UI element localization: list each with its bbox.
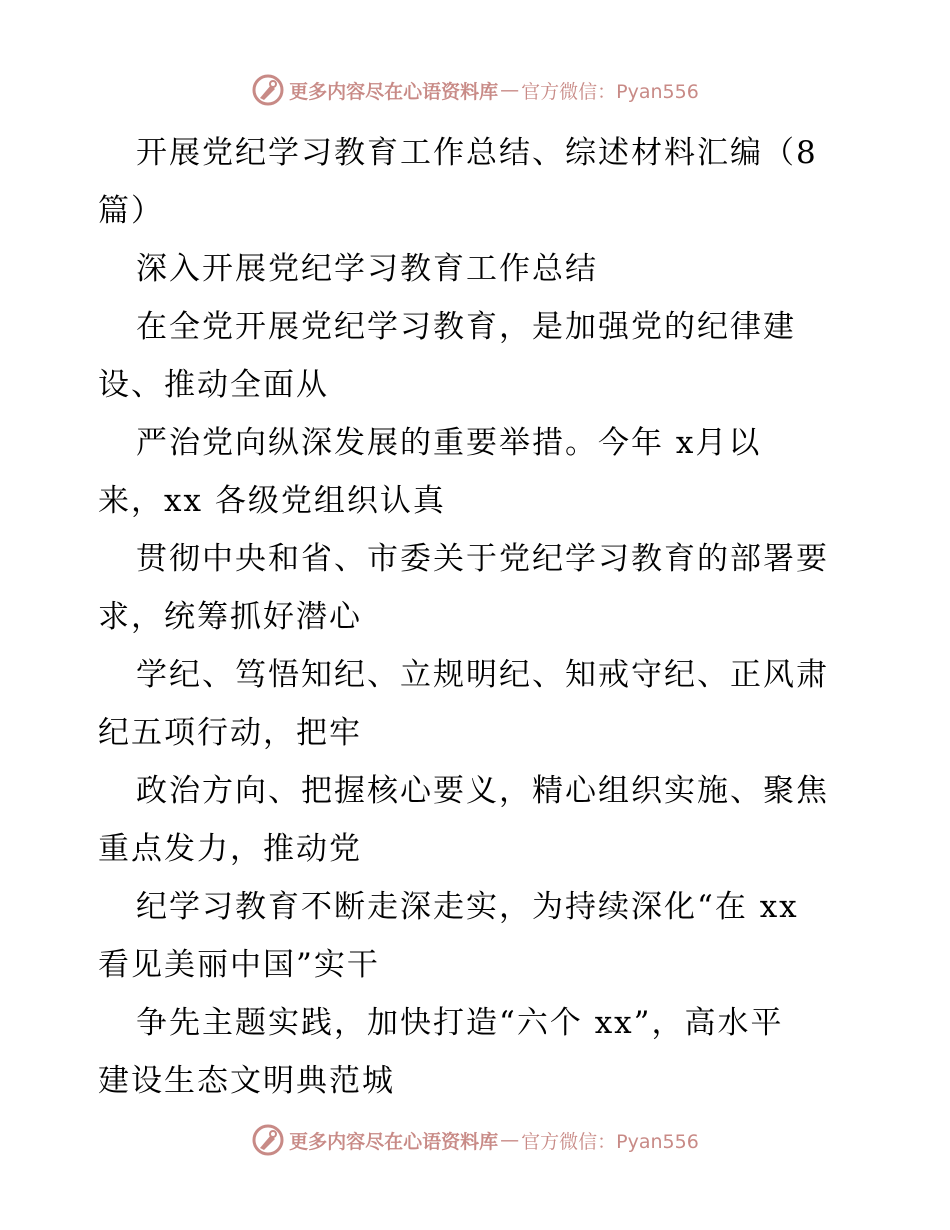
text-line: 建设生态文明典范城 [98,1063,395,1099]
text-line: 开展党纪学习教育工作总结、综述材料汇编（8 [136,135,818,171]
text-line: 来，xx 各级党组织认真 [98,483,446,519]
document-body [98,124,858,1110]
text-line: 政治方向、把握核心要义，精心组织实施、聚焦 [136,773,829,809]
footer-banner [0,1120,950,1160]
paragraph [98,762,858,878]
text-line: 学纪、笃悟知纪、立规明纪、知戒守纪、正风肃 [136,657,829,693]
text-line: 篇） [98,193,164,229]
paragraph [98,878,858,994]
text-line: 看见美丽中国”实干 [98,947,380,983]
pen-nib-circle-icon [251,73,285,107]
paragraph [98,530,858,646]
banner-text: 更多内容尽在心语资料库 [289,80,499,103]
banner-separator: — [500,79,520,101]
paragraph [98,298,858,414]
text-line: 在全党开展党纪学习教育，是加强党的纪律建 [136,309,796,345]
text-line: 深入开展党纪学习教育工作总结 [136,251,598,287]
pen-nib-circle-icon [251,1123,285,1157]
text-line: 纪五项行动，把牢 [98,715,362,751]
text-line: 严治党向纵深发展的重要举措。今年 x月以 [136,425,762,461]
paragraph [98,646,858,762]
banner-wechat: 官方微信：Pyan556 [521,1130,699,1153]
text-line: 重点发力，推动党 [98,831,362,867]
banner-separator: — [500,1129,520,1151]
section-heading [98,240,858,298]
paragraph [98,414,858,530]
text-line: 纪学习教育不断走深走实，为持续深化“在 xx [136,889,799,925]
text-line: 争先主题实践，加快打造“六个 xx”，高水平 [136,1005,784,1041]
document-title [98,124,858,240]
text-line: 贯彻中央和省、市委关于党纪学习教育的部署要 [136,541,829,577]
banner-wechat: 官方微信：Pyan556 [521,80,699,103]
banner-text: 更多内容尽在心语资料库 [289,1130,499,1153]
text-line: 设、推动全面从 [98,367,329,403]
header-banner [0,70,950,110]
text-line: 求，统筹抓好潜心 [98,599,362,635]
paragraph [98,994,858,1110]
